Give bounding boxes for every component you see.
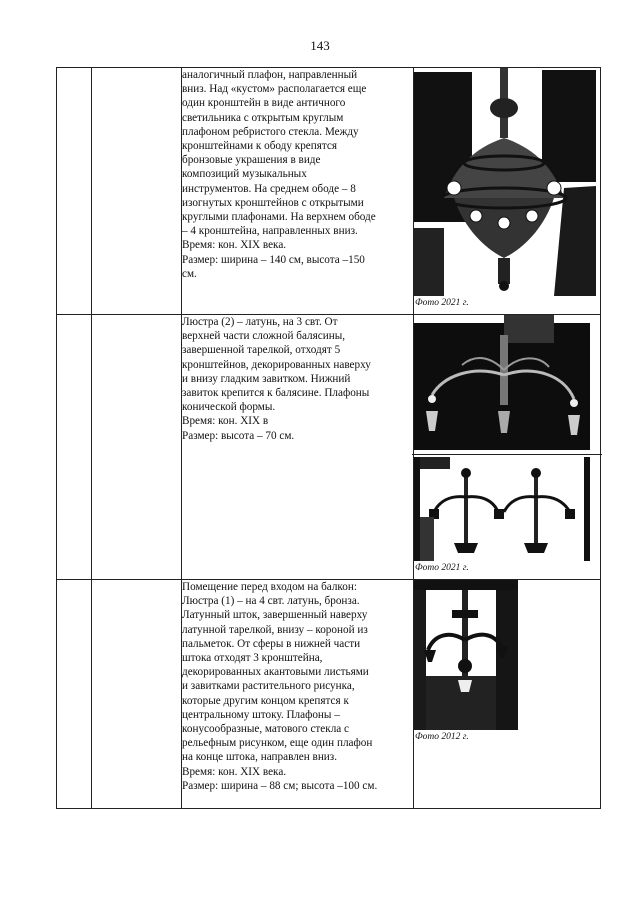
description-line: завершенной тарелкой, отходят 5 <box>182 344 341 357</box>
photo-cell <box>414 580 601 809</box>
description-line: плафоном ребристого стекла. Между <box>182 125 359 138</box>
number-cell <box>57 68 92 315</box>
chandelier-photo <box>414 457 590 561</box>
description-line: изогнутых кронштейнов с открытыми <box>182 196 364 209</box>
description-line: и завитками растительного рисунка, <box>182 680 355 693</box>
description-line: аналогичный плафон, направленный <box>182 69 358 81</box>
description-line: латунной тарелкой, внизу – короной из <box>182 623 368 636</box>
location-cell <box>92 315 182 580</box>
description-line: пальметок. От сферы в нижней части <box>182 637 361 650</box>
description-line: кронштейнами к ободу крепятся <box>182 140 338 153</box>
description-line: на конце штока, направлен вниз. <box>182 751 338 764</box>
chandelier-photo <box>414 315 590 450</box>
number-cell <box>57 580 92 809</box>
description-line: светильника с открытым круглым <box>182 111 344 124</box>
location-cell <box>92 580 182 809</box>
description-line: Латунный шток, завершенный наверху <box>182 609 368 622</box>
description-line: Размер: ширина – 140 см, высота –150 <box>182 253 365 266</box>
table-row <box>57 68 601 315</box>
description-line: – 4 кронштейна, направленных вниз. <box>182 225 358 238</box>
photo-caption: Фото 2021 г. <box>415 298 469 308</box>
table-row <box>57 315 601 580</box>
description-line: конусообразные, матового стекла с <box>182 723 350 736</box>
description-line: завиток крепится к балясине. Плафоны <box>182 387 370 400</box>
chandelier-photo <box>414 68 596 296</box>
photo-caption: Фото 2012 г. <box>415 732 469 742</box>
inventory-table <box>56 67 601 809</box>
description-line: композиций музыкальных <box>182 168 307 181</box>
photo-cell <box>414 315 601 580</box>
description-cell <box>182 315 414 580</box>
description-line: которые другим концом крепятся к <box>182 694 349 707</box>
description-line: Размер: высота – 70 см. <box>182 429 295 442</box>
description-line: вниз. Над «кустом» располагается еще <box>182 83 367 96</box>
description-line: Время: кон. XIX в <box>182 415 269 428</box>
description-line: один кронштейн в виде античного <box>182 97 346 110</box>
description-line: центральному штоку. Плафоны – <box>182 708 340 721</box>
photo-cell <box>414 68 601 315</box>
page-number: 143 <box>310 38 330 53</box>
description-line: инструментов. На среднем ободе – 8 <box>182 182 356 195</box>
number-cell <box>57 315 92 580</box>
description-cell <box>182 68 414 315</box>
description-cell <box>182 580 414 809</box>
description-line: и внизу гладким завитком. Нижний <box>182 372 351 385</box>
description-line: Люстра (1) – на 4 свт. латунь, бронза. <box>182 595 360 608</box>
photo-caption: Фото 2021 г. <box>415 563 469 573</box>
description-line: Время: кон. XIX века. <box>182 765 287 778</box>
photo-divider <box>412 454 602 455</box>
description-line: круглыми плафонами. На верхнем ободе <box>182 211 376 224</box>
description-line: Размер: ширина – 88 см; высота –100 см. <box>182 779 378 792</box>
description-line: Время: кон. XIX века. <box>182 239 287 252</box>
description-line: Помещение перед входом на балкон: <box>182 581 357 593</box>
description-line: штока отходят 3 кронштейна, <box>182 652 323 665</box>
description-line: кронштейнов, декорированных наверху <box>182 358 371 371</box>
location-cell <box>92 68 182 315</box>
description-line: верхней части сложной балясины, <box>182 330 346 343</box>
description-line: Люстра (2) – латунь, на 3 свт. От <box>182 316 338 328</box>
chandelier-photo <box>414 580 518 730</box>
table-row <box>57 580 601 809</box>
description-line: рельефным рисунком, еще один плафон <box>182 737 373 750</box>
description-line: декорированных акантовыми листьями <box>182 666 369 679</box>
description-line: бронзовые украшения в виде <box>182 154 321 167</box>
description-line: см. <box>182 267 197 280</box>
description-line: конической формы. <box>182 401 276 414</box>
